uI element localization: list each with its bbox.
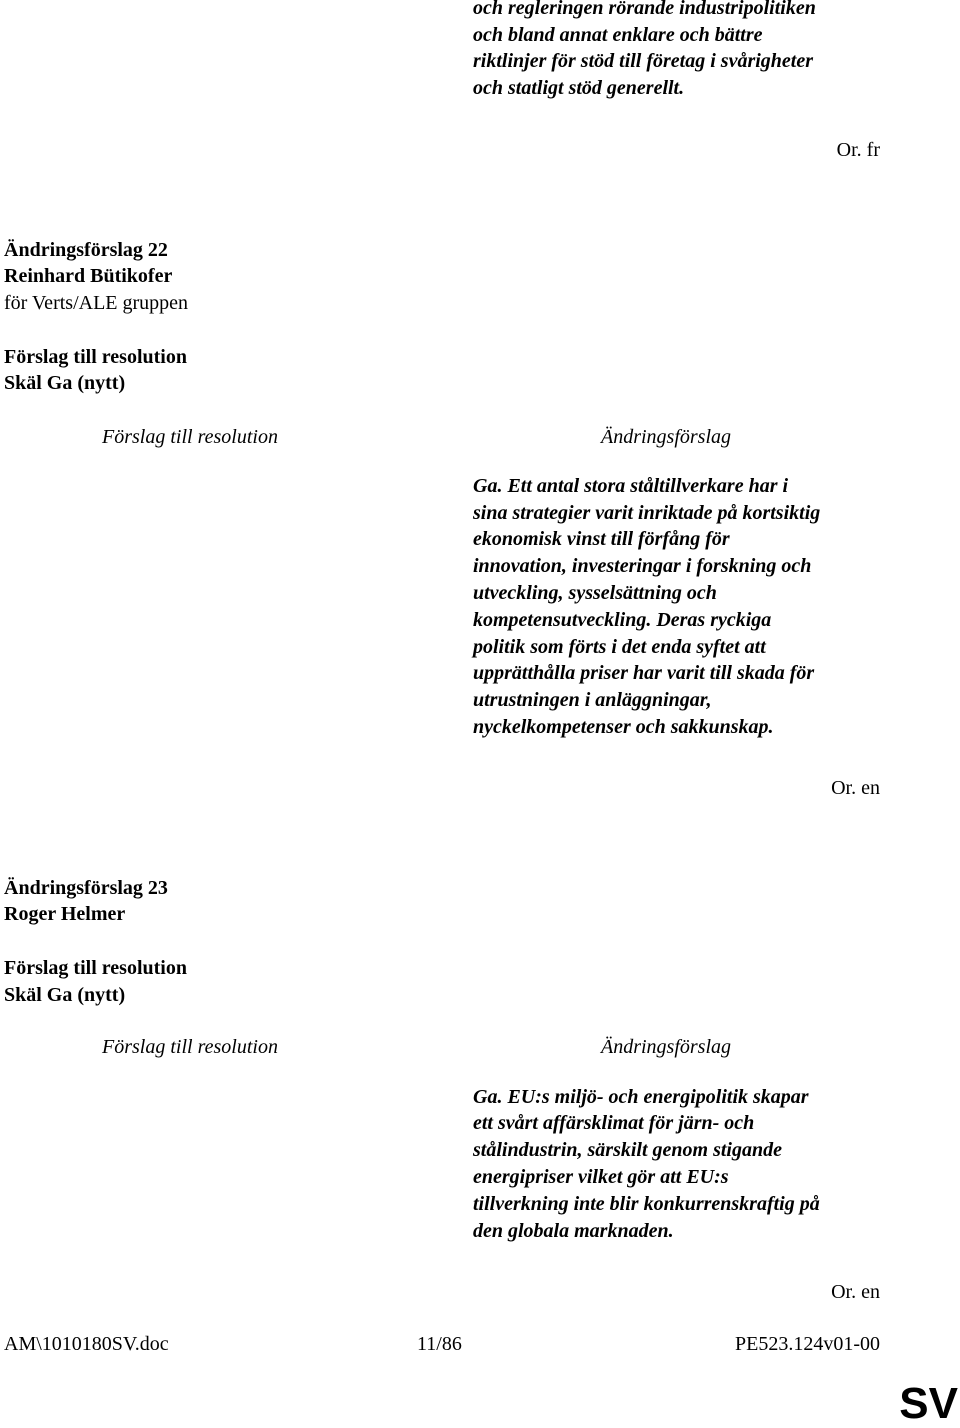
origin-language-top: Or. fr	[836, 139, 880, 161]
amendment-22-line-4: innovation, investeringar i forskning och	[473, 555, 812, 577]
amendment-22-line-8: upprätthålla priser har varit till skada för	[473, 662, 815, 684]
amendment-22-line-2: sina strategier varit inriktade på kortsiktig	[473, 502, 821, 524]
amendment-23-ref-document: Förslag till resolution	[4, 957, 187, 979]
amendment-22-origin-language: Or. en	[831, 777, 880, 799]
continuation-line-3: riktlinjer för stöd till företag i svårigheter	[473, 50, 814, 72]
amendment-22-line-10: nyckelkompetenser och sakkunskap.	[473, 716, 774, 738]
amendment-22-line-9: utrustningen i anläggningar,	[473, 689, 712, 711]
amendment-22-line-3: ekonomisk vinst till förfång för	[473, 528, 730, 550]
amendment-22-ref-document: Förslag till resolution	[4, 346, 187, 368]
continuation-line-2: och bland annat enklare och bättre	[473, 24, 763, 46]
amendment-23-origin-language: Or. en	[831, 1281, 880, 1303]
amendment-22-ref-recital: Skäl Ga (nytt)	[4, 372, 126, 394]
amendment-23-line-6: den globala marknaden.	[473, 1220, 674, 1242]
amendment-22-line-1: Ga. Ett antal stora ståltillverkare har i	[473, 475, 789, 497]
amendment-23-line-4: energipriser vilket gör att EU:s	[473, 1166, 729, 1188]
amendment-22-heading: Ändringsförslag 22	[4, 239, 168, 261]
continuation-line-4: och statligt stöd generellt.	[473, 77, 685, 99]
footer-pe-reference: PE523.124v01-00	[735, 1333, 880, 1355]
amendment-22-right-column-header: Ändringsförslag	[601, 426, 732, 448]
amendment-22-line-5: utveckling, sysselsättning och	[473, 582, 717, 604]
amendment-23-line-1: Ga. EU:s miljö- och energipolitik skapar	[473, 1086, 809, 1108]
amendment-22-line-7: politik som förts i det enda syftet att	[473, 636, 766, 658]
amendment-23-heading: Ändringsförslag 23	[4, 877, 168, 899]
amendment-23-line-2: ett svårt affärsklimat för järn- och	[473, 1112, 755, 1134]
language-code-badge: SV	[899, 1379, 958, 1428]
amendment-22-author: Reinhard Bütikofer	[4, 265, 173, 287]
footer-document-reference: AM\1010180SV.doc	[4, 1333, 169, 1355]
amendment-23-ref-recital: Skäl Ga (nytt)	[4, 984, 126, 1006]
amendment-22-group: för Verts/ALE gruppen	[4, 292, 189, 314]
amendment-23-left-column-header: Förslag till resolution	[102, 1036, 278, 1058]
amendment-23-right-column-header: Ändringsförslag	[601, 1036, 732, 1058]
amendment-23-line-5: tillverkning inte blir konkurrenskraftig på	[473, 1193, 820, 1215]
amendment-23-line-3: stålindustrin, särskilt genom stigande	[473, 1139, 782, 1161]
amendment-22-line-6: kompetensutveckling. Deras ryckiga	[473, 609, 772, 631]
amendment-22-left-column-header: Förslag till resolution	[102, 426, 278, 448]
continuation-line-1: och regleringen rörande industripolitiken	[473, 0, 816, 19]
footer-page-number: 11/86	[417, 1333, 462, 1355]
amendment-23-author: Roger Helmer	[4, 903, 126, 925]
